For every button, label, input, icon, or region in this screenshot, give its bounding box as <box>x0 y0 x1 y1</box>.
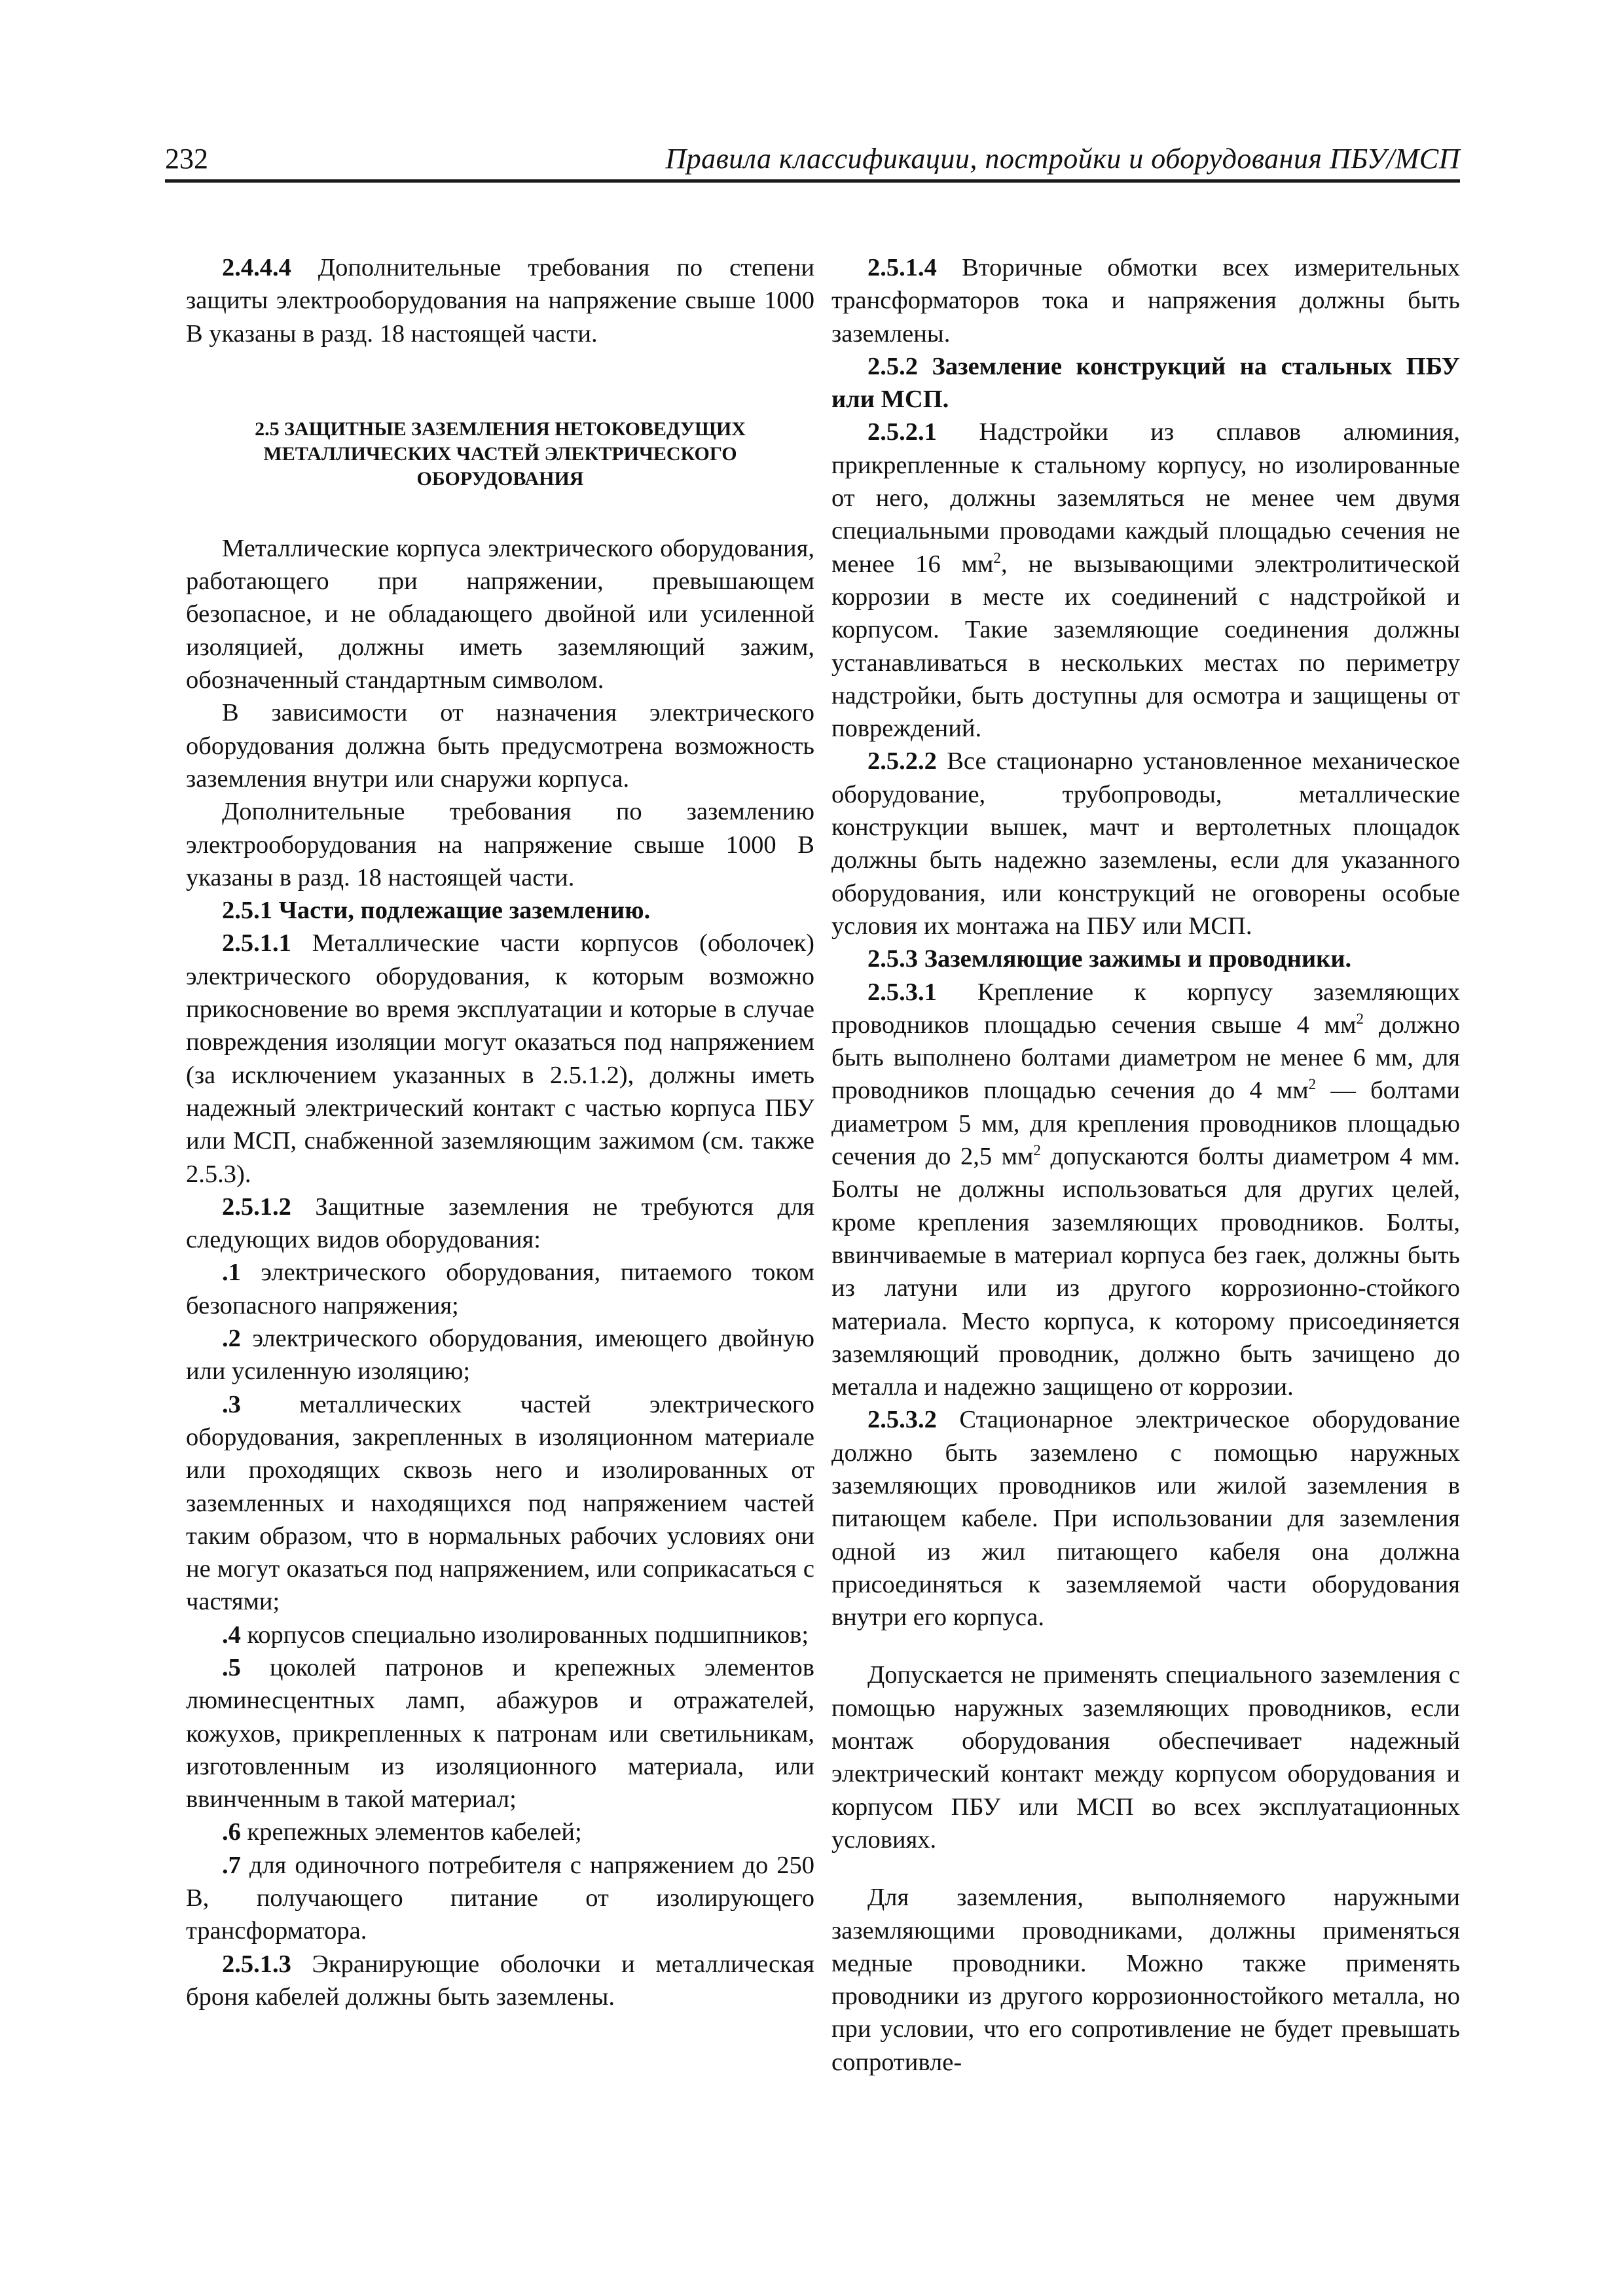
clause-text: Экранирующие оболочки и металлическая броня кабелей должны быть заземлены. <box>186 1950 814 2011</box>
clause-number: 2.5.1.4 <box>867 254 937 281</box>
right-column <box>831 251 1460 2079</box>
list-item-5 <box>186 1651 814 1816</box>
clause-number: 2.5.2.2 <box>867 747 937 776</box>
paragraph-allowance: Допускается не применять специального заземления с помощью наружных заземляющих проводников, если монтаж оборудования обеспечивает надежный электрический контакт между корпусом оборудования и корпусом ПБУ или МСП во всех эксплуатационных условиях. <box>831 1661 1460 1854</box>
clause-text: Все стационарно установленное механическое оборудование, трубопроводы, металлические конструкции вышек, мачт и вертолетных площадок должны быть надежно заземлены, если для указанного оборудования, или конструкций не оговорены особые условия их монтажа на ПБУ или МСП. <box>831 747 1460 940</box>
list-item-1 <box>186 1256 814 1322</box>
item-text: электрического оборудования, питаемого током безопасного напряжения; <box>186 1259 814 1319</box>
list-item-6 <box>186 1816 814 1848</box>
clause-text: допускаются болты диаметром 4 мм. Болты не должны использоваться для других целей, кроме крепления заземляющих проводников. Болты, ввинчиваемые в материал корпуса без гаек, должны быть из латуни или из другого коррозионно-стойкого материала. Место корпуса, к которому присоединяется заземляющий проводник, должно быть зачищено до металла и надежно защищено от коррозии. <box>831 1143 1460 1401</box>
clause-number: 2.5.1.1 <box>222 929 291 958</box>
running-title: Правила классификации, постройки и оборудования ПБУ/МСП <box>665 143 1460 175</box>
heading-2-5-1: 2.5.1 Части, подлежащие заземлению. <box>222 897 651 925</box>
item-text: электрического оборудования, имеющего двойную или усиленную изоляцию; <box>186 1325 814 1386</box>
clause-text: должно быть выполнено болтами диаметром не менее 6 мм, для проводников площадью сечения до 4 мм <box>831 1011 1460 1105</box>
item-number: .3 <box>222 1390 241 1418</box>
superscript: 2 <box>1308 1075 1317 1093</box>
clause-text: Металлические части корпусов (оболочек) электрического оборудования, к которым возможно прикосновение во время эксплуатации и которые в случае повреждения изоляции могут оказаться под напряжением (за исключением указанных в 2.5.1.2), должны иметь надежный электрический контакт с частью корпуса ПБУ или МСП, снабженной заземляющим зажимом (см. также 2.5.3). <box>186 929 814 1188</box>
superscript: 2 <box>1356 1010 1364 1027</box>
page-number: 232 <box>165 143 208 175</box>
clause-text: , не вызывающими электролитической коррозии в месте их соединений с надстройкой и корпусом. Такие заземляющие соединения должны устанавливаться в нескольких местах по периметру надстройки, быть доступны для осмотра и защищены от повреждений. <box>831 550 1460 743</box>
item-text: для одиночного потребителя с напряжением до 250 В, получающего питание от изолирующего трансформатора. <box>186 1851 814 1945</box>
superscript: 2 <box>993 548 1001 566</box>
item-number: .7 <box>222 1851 241 1879</box>
paragraph-conductors: Для заземления, выполняемого наружными заземляющими проводниками, должны применяться медные проводники. Можно также применять проводники из другого коррозионностойкого металла, но при условии, что его сопротивление не будет превышать сопротивле- <box>831 1884 1460 2076</box>
item-number: .6 <box>222 1818 241 1846</box>
clause-number: 2.4.4.4 <box>222 254 291 281</box>
clause-number: 2.5.1.3 <box>222 1950 291 1978</box>
paragraph-2-5-1-1 <box>186 927 814 1190</box>
heading-2-5-2: 2.5.2 Заземление конструкций на стальных ПБУ или МСП. <box>831 352 1460 414</box>
paragraph-2-4-4-4 <box>186 251 814 350</box>
clause-text: Защитные заземления не требуются для следующих видов оборудования: <box>186 1193 814 1254</box>
item-number: .4 <box>222 1621 241 1649</box>
clause-number: 2.5.1.2 <box>222 1193 291 1221</box>
paragraph-intro: Металлические корпуса электрического оборудования, работающего при напряжении, превышающем безопасное, и не обладающего двойной или усиленной изоляцией, должны иметь заземляющий зажим, обозначенный стандартным символом. <box>186 534 814 694</box>
item-number: .2 <box>222 1325 241 1353</box>
clause-text: Крепление к корпусу заземляющих проводников площадью сечения свыше 4 мм <box>831 978 1460 1039</box>
clause-text: Дополнительные требования по степени защиты электрооборудования на напряжение свыше 1000 В указаны в разд. 18 настоящей части. <box>186 254 814 348</box>
paragraph-hv-requirements: Дополнительные требования по заземлению электрооборудования на напряжение свыше 1000 В указаны в разд. 18 настоящей части. <box>186 798 814 891</box>
paragraph-gap <box>831 1634 1460 1659</box>
list-item-4 <box>186 1619 814 1651</box>
left-column <box>186 251 814 2013</box>
item-text: корпусов специально изолированных подшипников; <box>240 1621 809 1649</box>
paragraph-2-5-1-4 <box>831 251 1460 350</box>
clause-text: Надстройки из сплавов алюминия, прикрепленные к стальному корпусу, но изолированные от него, должны заземляться не менее чем двумя специальными проводами каждый площадью сечения не менее 16 мм <box>831 418 1460 578</box>
list-item-3 <box>186 1388 814 1619</box>
item-text: крепежных элементов кабелей; <box>240 1818 582 1846</box>
clause-text: — болтами диаметром 5 мм, для крепления проводников площадью сечения до 2,5 мм <box>831 1077 1460 1171</box>
paragraph-2-5-2-2 <box>831 745 1460 942</box>
clause-number: 2.5.3.2 <box>867 1406 937 1434</box>
clause-number: 2.5.3.1 <box>867 978 937 1006</box>
section-title-2-5: 2.5 ЗАЩИТНЫЕ ЗАЗЕМЛЕНИЯ НЕТОКОВЕДУЩИХ МЕТАЛЛИЧЕСКИХ ЧАСТЕЙ ЭЛЕКТРИЧЕСКОГО ОБОРУДОВАНИЯ <box>255 418 746 490</box>
clause-text: Вторичные обмотки всех измерительных трансформаторов тока и напряжения должны быть заземлены. <box>831 254 1460 348</box>
paragraph-gap <box>831 1856 1460 1881</box>
paragraph-placement: В зависимости от назначения электрического оборудования должна быть предусмотрена возможность заземления внутри или снаружи корпуса. <box>186 699 814 793</box>
paragraph-2-5-1-2 <box>186 1191 814 1257</box>
item-number: .5 <box>222 1653 241 1681</box>
clause-number: 2.5.2.1 <box>867 418 937 446</box>
superscript: 2 <box>1033 1141 1041 1159</box>
item-text: металлических частей электрического оборудования, закрепленных в изоляционном материале или проходящих сквозь него и изолированных от заземленных и находящихся под напряжением частей таким образом, что в нормальных рабочих условиях они не могут оказаться под напряжением, или соприкасаться с частями; <box>186 1390 814 1616</box>
paragraph-2-5-2-1 <box>831 416 1460 745</box>
paragraph-2-5-3-2 <box>831 1403 1460 1634</box>
page-header <box>165 139 1460 183</box>
list-item-2 <box>186 1322 814 1388</box>
clause-text: Стационарное электрическое оборудование должно быть заземлено с помощью наружных заземляющих проводников или жилой заземления в питающем кабеле. При использовании для заземления одной из жил питающего кабеля она должна присоединяться к заземляемой части оборудования внутри его корпуса. <box>831 1406 1460 1632</box>
item-text: цоколей патронов и крепежных элементов люминесцентных ламп, абажуров и отражателей, кожухов, прикрепленных к патронам или светильникам, изготовленным из изоляционного материала, или ввинченным в такой материал; <box>186 1653 814 1814</box>
heading-2-5-3: 2.5.3 Заземляющие зажимы и проводники. <box>867 945 1352 973</box>
list-item-7 <box>186 1849 814 1948</box>
paragraph-2-5-3-1 <box>831 976 1460 1404</box>
item-number: .1 <box>222 1259 241 1287</box>
paragraph-2-5-1-3 <box>186 1948 814 2014</box>
